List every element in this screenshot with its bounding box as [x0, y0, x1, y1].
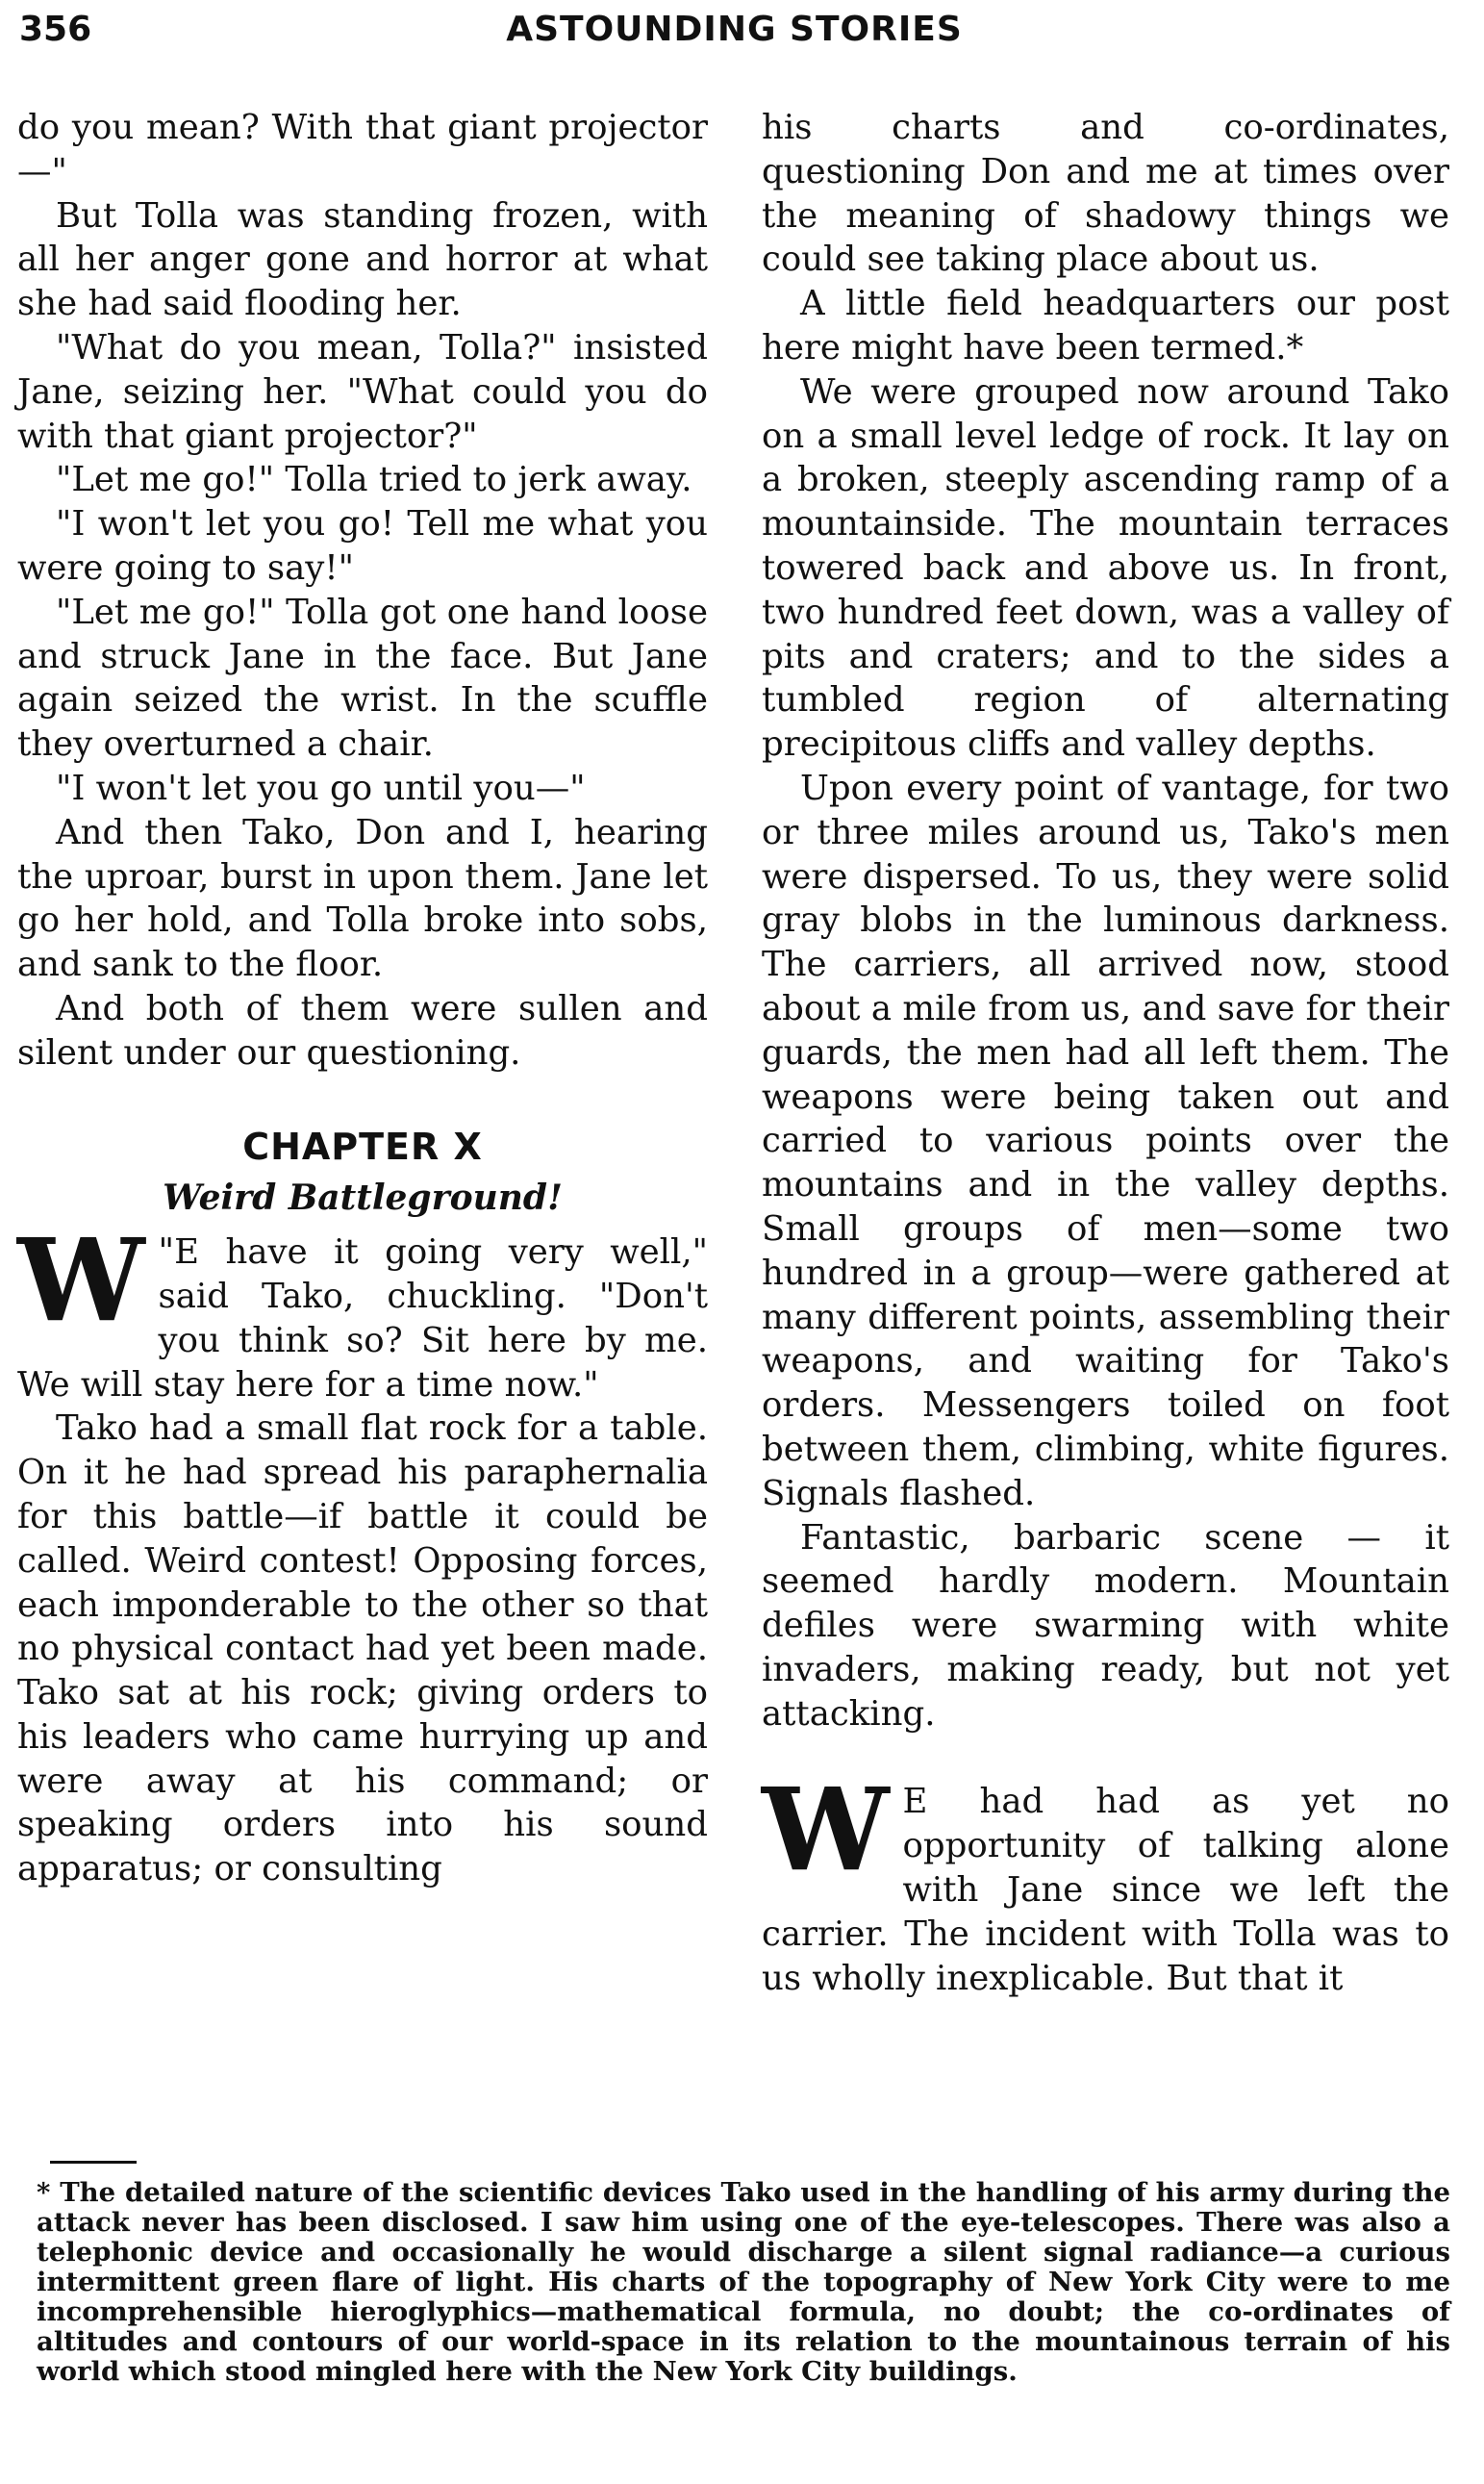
opening-quote: " — [158, 1232, 175, 1273]
paragraph: Fantastic, barbaric scene — it seemed hardly modern. Mountain defiles were swarming with white invaders, making ready, but not yet attacking. — [762, 1517, 1449, 1734]
page-number: 356 — [19, 10, 92, 49]
paragraph: "Let me go!" Tolla tried to jerk away. — [56, 460, 692, 500]
paragraph: Tako had a small flat rock for a table. On it he had spread his paraphernalia for this battle—if battle it could be called. Weird contest! Opposing forces, each imponderable to the other so that no physical contact had yet been made. Tako sat at his rock; giving orders to his leaders who came hurrying up and were away at his command; or speaking orders into his sound apparatus; or consulting — [17, 1408, 708, 1889]
paragraph: And then Tako, Don and I, hearing the uproar, burst in upon them. Jane let go her hold, and Tolla broke into sobs, and sank to the floor. — [17, 812, 708, 985]
paragraph: Upon every point of vantage, for two or three miles around us, Tako's men were dispersed. To us, they were solid gray blobs in the luminous darkness. The carriers, all arrived now, stood about a mile from us, and save for their guards, the men had all left them. The weapons were being taken out and carried to various points over the mountains and in the valley depths. Small groups of men—some two hundred in a group—were gathered at many different points, assembling their weapons, and waiting for Tako's orders. Messengers toiled on foot between them, climbing, white figures. Signals flashed. — [762, 768, 1449, 1513]
chapter-subtitle: Weird Battleground! — [163, 1178, 563, 1219]
paragraph: A little field headquarters our post here might have been termed.* — [762, 284, 1449, 368]
drop-cap-text: E have it going very well," said Tako, chuckling. "Don't you think so? Sit here by me. We will stay here for a time now." — [17, 1232, 708, 1405]
paragraph: "Let me go!" Tolla got one hand loose and struck Jane in the face. But Jane again seized the wrist. In the scuffle they overturned a chair. — [17, 592, 708, 765]
drop-cap: W — [17, 1213, 145, 1348]
running-head: ASTOUNDING STORIES — [506, 10, 963, 49]
paragraph: "I won't let you go until you—" — [56, 768, 586, 808]
paragraph: And both of them were sullen and silent under our questioning. — [17, 988, 708, 1073]
drop-cap: W — [762, 1762, 890, 1897]
paragraph: do you mean? With that giant projector—" — [17, 108, 708, 191]
paragraph: "What do you mean, Tolla?" insisted Jane, seizing her. "What could you do with that giant projector?" — [17, 327, 708, 456]
paragraph: "I won't let you go! Tell me what you were going to say!" — [17, 504, 708, 588]
right-column — [762, 106, 1449, 2000]
section-opening-paragraph — [762, 1762, 1449, 2000]
footnote: * The detailed nature of the scientific devices Tako used in the handling of his army during the attack never has been disclosed. I saw him using one of the eye-telescopes. There was also a telephonic device and occasionally he would discharge a silent signal radiance—a curious intermittent green flare of light. His charts of the topography of New York City were to me incomprehensible hieroglyphics—mathematical formula, no doubt; the co-ordinates of altitudes and contours of our world-space in its relation to the mountainous terrain of his world which stood mingled here with the New York City buildings. — [37, 2177, 1450, 2387]
footnote-rule — [50, 2161, 137, 2164]
chapter-title: CHAPTER X — [242, 1125, 483, 1168]
left-column — [17, 106, 708, 1891]
paragraph: his charts and co-ordinates, questioning Don and me at times over the meaning of shadowy things we could see taking place about us. — [762, 108, 1449, 280]
chapter-opening-paragraph — [17, 1213, 708, 1407]
drop-cap-text: E had had as yet no opportunity of talking alone with Jane since we left the carrier. The incident with Tolla was to us wholly inexplicable. But that it — [762, 1782, 1449, 1998]
paragraph: We were grouped now around Tako on a small level ledge of rock. It lay on a broken, steeply ascending ramp of a mountainside. The mountain terraces towered back and above us. In front, two hundred feet down, was a valley of pits and craters; and to the sides a tumbled region of alternating precipitous cliffs and valley depths. — [762, 371, 1449, 765]
page-header — [15, 10, 1453, 60]
paragraph: But Tolla was standing frozen, with all her anger gone and horror at what she had said flooding her. — [17, 195, 708, 324]
